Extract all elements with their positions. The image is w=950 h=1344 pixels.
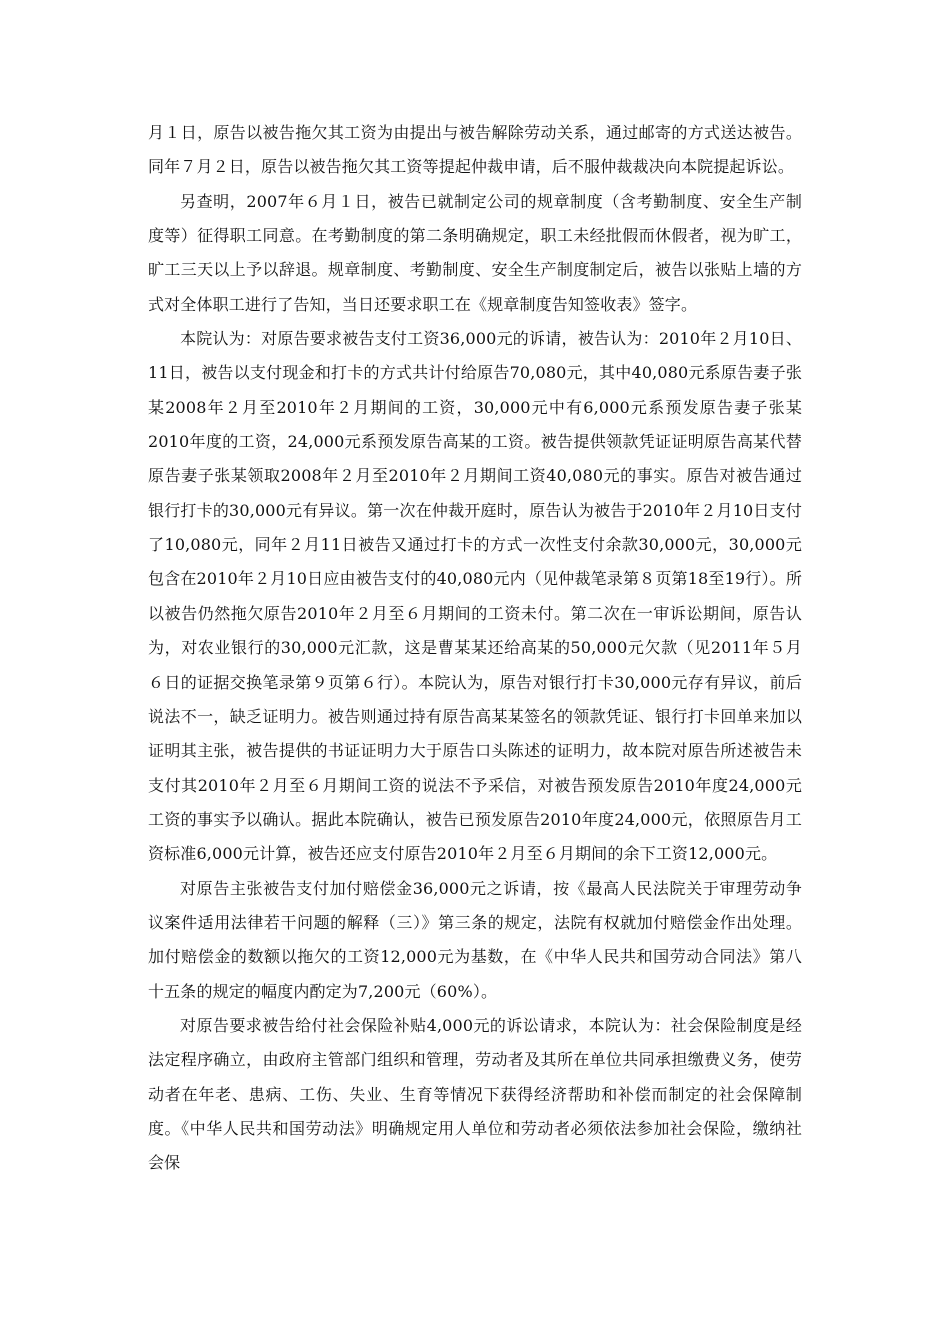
paragraph-compensation-claim: 对原告主张被告支付加付赔偿金36,000元之诉请，按《最高人民法院关于审理劳动争议案件适用法律若干问题的解释（三）》第三条的规定，法院有权就加付赔偿金作出处理。加付赔偿金的数额以拖欠的工资12,000元为基数，在《中华人民共和国劳动合同法》第八十五条的规定的幅度内酌定为7,200元（60%）。 bbox=[148, 878, 802, 1001]
paragraph-social-insurance-claim: 对原告要求被告给付社会保险补贴4,000元的诉讼请求，本院认为：社会保险制度是经法定程序确立，由政府主管部门组织和管理，劳动者及其所在单位共同承担缴费义务，使劳动者在年老、患病、工伤、失业、生育等情况下获得经济帮助和补偿而制定的社会保障制度。《中华人民共和国劳动法》明确规定用人单位和劳动者必须依法参加社会保险，缴纳社会保 bbox=[148, 1015, 802, 1173]
document-page bbox=[148, 116, 802, 1181]
paragraph-wage-claim: 本院认为：对原告要求被告支付工资36,000元的诉请，被告认为：2010年２月10日、11日，被告以支付现金和打卡的方式共计付给原告70,080元，其中40,080元系原告妻子张某2008年２月至2010年２月期间的工资，30,000元中有6,000元系预发原告妻子张某2010年度的工资，24,000元系预发原告高某的工资。被告提供领款凭证证明原告高某代替原告妻子张某领取2008年２月至2010年２月期间工资40,080元的事实。原告对被告通过银行打卡的30,000元有异议。第一次在仲裁开庭时，原告认为被告于2010年２月10日支付了10,080元，同年２月11日被告又通过打卡的方式一次性支付余款30,000元，30,000元包含在2010年２月10日应由被告支付的40,080元内（见仲裁笔录第８页第18至19行）。所以被告仍然拖欠原告2010年２月至６月期间的工资未付。第二次在一审诉讼期间，原告认为，对农业银行的30,000元汇款，这是曹某某还给高某的50,000元欠款（见2011年５月６日的证据交换笔录第９页第６行）。本院认为，原告对银行打卡30,000元存有异议，前后说法不一，缺乏证明力。被告则通过持有原告高某某签名的领款凭证、银行打卡回单来加以证明其主张，被告提供的书证证明力大于原告口头陈述的证明力，故本院对原告所述被告未支付其2010年２月至６月期间工资的说法不予采信，对被告预发原告2010年度24,000元工资的事实予以确认。据此本院确认，被告已预发原告2010年度24,000元，依照原告月工资标准6,000元计算，被告还应支付原告2010年２月至６月期间的余下工资12,000元。 bbox=[148, 329, 802, 864]
paragraph-company-rules: 另查明，2007年６月１日，被告已就制定公司的规章制度（含考勤制度、安全生产制度等）征得职工同意。在考勤制度的第二条明确规定，职工未经批假而休假者，视为旷工，旷工三天以上予以辞退。规章制度、考勤制度、安全生产制度制定后，被告以张贴上墙的方式对全体职工进行了告知，当日还要求职工在《规章制度告知签收表》签字。 bbox=[148, 191, 802, 314]
paragraph-continuation: 月１日，原告以被告拖欠其工资为由提出与被告解除劳动关系，通过邮寄的方式送达被告。同年７月２日，原告以被告拖欠其工资等提起仲裁申请，后不服仲裁裁决向本院提起诉讼。 bbox=[148, 123, 802, 177]
